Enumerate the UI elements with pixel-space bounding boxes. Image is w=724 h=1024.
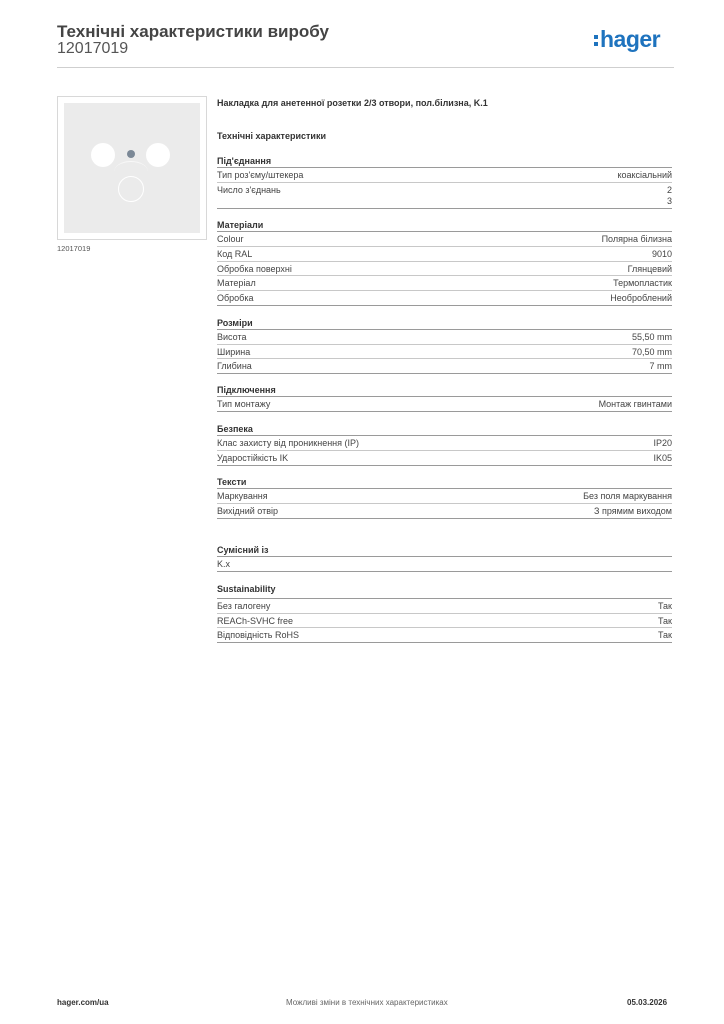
- product-image: [57, 96, 207, 240]
- spec-value: Глянцевий: [627, 264, 672, 274]
- section-title-connection: Під'єднання: [217, 156, 272, 166]
- product-description: Накладка для анетенної розетки 2/3 отвори, пол.білизна, K.1: [217, 98, 488, 108]
- spec-label: Colour: [217, 234, 244, 244]
- section-title-sustainability: Sustainability: [217, 584, 276, 594]
- spec-row: [217, 275, 672, 290]
- spec-row: [217, 329, 672, 344]
- spec-label: Тип роз'єму/штекера: [217, 170, 304, 180]
- spec-value: Монтаж гвинтами: [598, 399, 672, 409]
- section-title-safety: Безпека: [217, 424, 253, 434]
- spec-label: Тип монтажу: [217, 399, 271, 409]
- footer-date: 05.03.2026: [627, 998, 668, 1007]
- spec-label: Обробка: [217, 293, 254, 303]
- spec-label: Вихідний отвір: [217, 506, 279, 516]
- spec-row: [217, 435, 672, 450]
- section-divider: [217, 571, 672, 572]
- center-dot-icon: [127, 150, 135, 158]
- spec-row: [217, 627, 672, 642]
- spec-value: IK05: [653, 453, 672, 463]
- spec-value: Так: [657, 601, 672, 611]
- spec-row: [217, 246, 672, 261]
- page-title: Технічні характеристики виробу: [57, 22, 329, 41]
- section-divider: [217, 305, 672, 306]
- spec-label: Ширина: [217, 347, 251, 357]
- section-title-compatible: Сумісний із: [217, 545, 269, 555]
- spec-value: 2: [666, 185, 672, 195]
- spec-label: K.x: [217, 559, 231, 569]
- spec-label: Відповідність RoHS: [217, 630, 299, 640]
- spec-row: [217, 358, 672, 373]
- spec-label: Обробка поверхні: [217, 264, 292, 274]
- spec-row: [217, 290, 672, 305]
- spec-label: REACh-SVHC free: [217, 616, 294, 626]
- spec-value: Так: [657, 616, 672, 626]
- spec-label: Клас захисту від проникнення (IP): [217, 438, 360, 448]
- header-divider: [57, 67, 674, 68]
- spec-row: [217, 396, 672, 411]
- spec-label: Число з'єднань: [217, 185, 281, 195]
- spec-value-second: 3: [666, 196, 672, 206]
- spec-row: [217, 598, 672, 613]
- spec-value: коаксіальний: [617, 170, 672, 180]
- spec-value: Термопластик: [613, 278, 672, 288]
- spec-value: Полярна білизна: [601, 234, 672, 244]
- cover-plate-picture: [64, 103, 200, 233]
- spec-value: Необроблений: [610, 293, 672, 303]
- spec-row: [217, 503, 672, 518]
- section-divider: [217, 373, 672, 374]
- section-divider: [217, 208, 672, 209]
- spec-value: 9010: [651, 249, 672, 259]
- spec-row: [217, 344, 672, 358]
- spec-row: [217, 231, 672, 246]
- spec-value: 7 mm: [649, 361, 672, 371]
- spec-value: 70,50 mm: [631, 347, 672, 357]
- footer-note: Можливі зміни в технічних характеристиках: [286, 998, 448, 1007]
- spec-label: Матеріал: [217, 278, 256, 288]
- image-caption: 12017019: [57, 244, 91, 253]
- socket-hole-right-icon: [146, 143, 170, 167]
- product-code: 12017019: [57, 40, 129, 57]
- spec-value: 55,50 mm: [631, 332, 672, 342]
- spec-value: Так: [657, 630, 672, 640]
- spec-row: [217, 182, 672, 208]
- spec-value: З прямим виходом: [594, 506, 672, 516]
- section-title-mounting: Підключення: [217, 385, 276, 395]
- section-title-texts: Тексти: [217, 477, 247, 487]
- spec-row: [217, 613, 672, 627]
- spec-heading: Технічні характеристики: [217, 131, 326, 141]
- spec-label: Ударостійкість IK: [217, 453, 289, 463]
- logo-dots-icon: [594, 32, 599, 49]
- section-divider: [217, 642, 672, 643]
- socket-hole-bottom-icon: [118, 176, 144, 202]
- spec-label: Без галогену: [217, 601, 271, 611]
- spec-value: IP20: [653, 438, 672, 448]
- logo-text: hager: [600, 26, 661, 52]
- section-title-materials: Матеріали: [217, 220, 264, 230]
- spec-label: Глибина: [217, 361, 252, 371]
- section-divider: [217, 411, 672, 412]
- brand-logo: [594, 26, 660, 53]
- spec-row: [217, 261, 672, 275]
- spec-row: [217, 450, 672, 465]
- spec-row: [217, 556, 672, 571]
- footer-website-link[interactable]: hager.com/ua: [57, 998, 109, 1007]
- spec-label: Висота: [217, 332, 247, 342]
- socket-hole-left-icon: [91, 143, 115, 167]
- spec-row: [217, 167, 672, 182]
- spec-label: Код RAL: [217, 249, 253, 259]
- section-divider: [217, 465, 672, 466]
- spec-row: [217, 488, 672, 503]
- spec-value: Без поля маркування: [583, 491, 672, 501]
- section-divider: [217, 518, 672, 519]
- spec-label: Маркування: [217, 491, 268, 501]
- section-title-dimensions: Розміри: [217, 318, 253, 328]
